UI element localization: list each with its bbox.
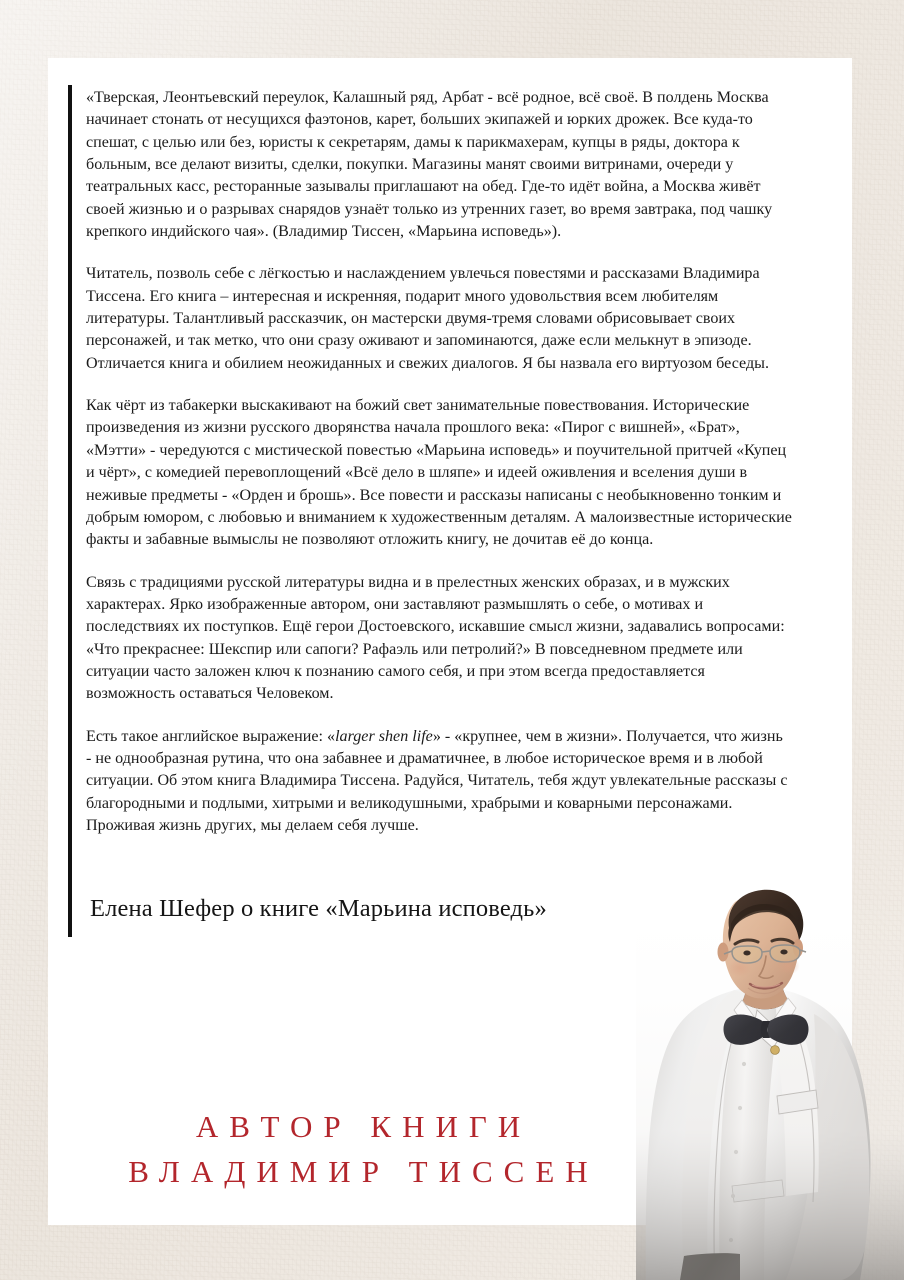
paragraph-3: Как чёрт из табакерки выскакивают на божий свет занимательные повествования. Исторические произведения из жизни русского дворянства начала прошлого века: «Пирог с вишней», «Брат», «Мэтти» - чередуются с мистической повестью «Марьина исповедь» и поучительной притчей «Купец и чёрт», с комедией перевоплощений «Всё дело в шляпе» и идеей оживления и вселения души в неживые предметы - «Орден и брошь». Все повести и рассказы написаны с необыкновенно тонким и добрым юмором, с любовью и вниманием к художественным деталям. А малоизвестные исторические факты и забавные вымыслы не позволяют отложить книгу, не дочитав её до конца. [86, 397, 792, 549]
paragraph-2: Читатель, позволь себе с лёгкостью и наслаждением увлечься повестями и рассказами Владимира Тиссена. Его книга – интересная и искренняя, подарит много удовольствия всем любителям литературы. Талантливый рассказчик, он мастерски двумя-тремя словами обрисовывает своих персонажей, и так метко, что они сразу оживают и запоминаются, даже если мелькнут в эпизоде. Отличается книга и обилием неожиданных и свежих диалогов. Я бы назвала его виртуозом беседы. [86, 265, 769, 372]
paragraph-4: Связь с традициями русской литературы видна и в прелестных женских образах, и в мужских характерах. Ярко изображенные автором, они заставляют размышлять о себе, о мотивах и последствиях их поступков. Ещё герои Достоевского, искавшие смысл жизни, задавались вопросами: «Что прекраснее: Шекспир или сапоги? Рафаэль или петролий?» В повседневном предмете или ситуации часто заложен ключ к познанию самого себя, и при этом всегда предоставляется возможность оставаться Человеком. [86, 573, 785, 703]
vertical-accent-rule [68, 85, 72, 937]
paragraph-5-lead: Есть такое английское выражение: « [86, 727, 336, 745]
english-phrase: larger shen life [335, 727, 433, 745]
author-banner [48, 1104, 668, 1194]
reviewer-attribution: Елена Шефер о книге «Марьина исповедь» [90, 895, 547, 922]
paragraph-5-tail: » - «крупнее, чем в жизни». Получается, что жизнь - не однообразная рутина, что она забавнее и драматичнее, в любое историческое время и в любой ситуации. Об этом книга Владимира Тиссена. Радуйся, Читатель, тебя ждут увлекательные рассказы с благородными и подлыми, хитрыми и великодушными, храбрыми и коварными персонажами. Проживая жизнь других, мы делаем себя лучше. [86, 727, 788, 834]
author-banner-line-1: АВТОР КНИГИ [195, 1109, 532, 1144]
paragraph-5 [86, 726, 792, 838]
paragraph-1: «Тверская, Леонтьевский переулок, Калашный ряд, Арбат - всё родное, всё своё. В полдень Москва начинает стонать от несущихся фаэтонов, карет, больших экипажей и юрких дрожек. Все куда-то спешат, с целью или без, юристы к секретарям, дамы к парикмахерам, купцы в ряды, доктора к больным, все делают визиты, сделки, покупки. Магазины манят своими витринами, очереди у театральных касс, ресторанные зазывалы приглашают на обед. Где-то идёт война, а Москва живёт своей жизнью и о разрывах снарядов узнаёт только из утренних газет, во время завтрака, под чашку крепкого индийского чая». (Владимир Тиссен, «Марьина исповедь»). [86, 89, 773, 241]
author-portrait-photo [636, 884, 904, 1280]
review-body-text [86, 87, 792, 837]
author-banner-line-2: ВЛАДИМИР ТИССЕН [128, 1154, 599, 1189]
